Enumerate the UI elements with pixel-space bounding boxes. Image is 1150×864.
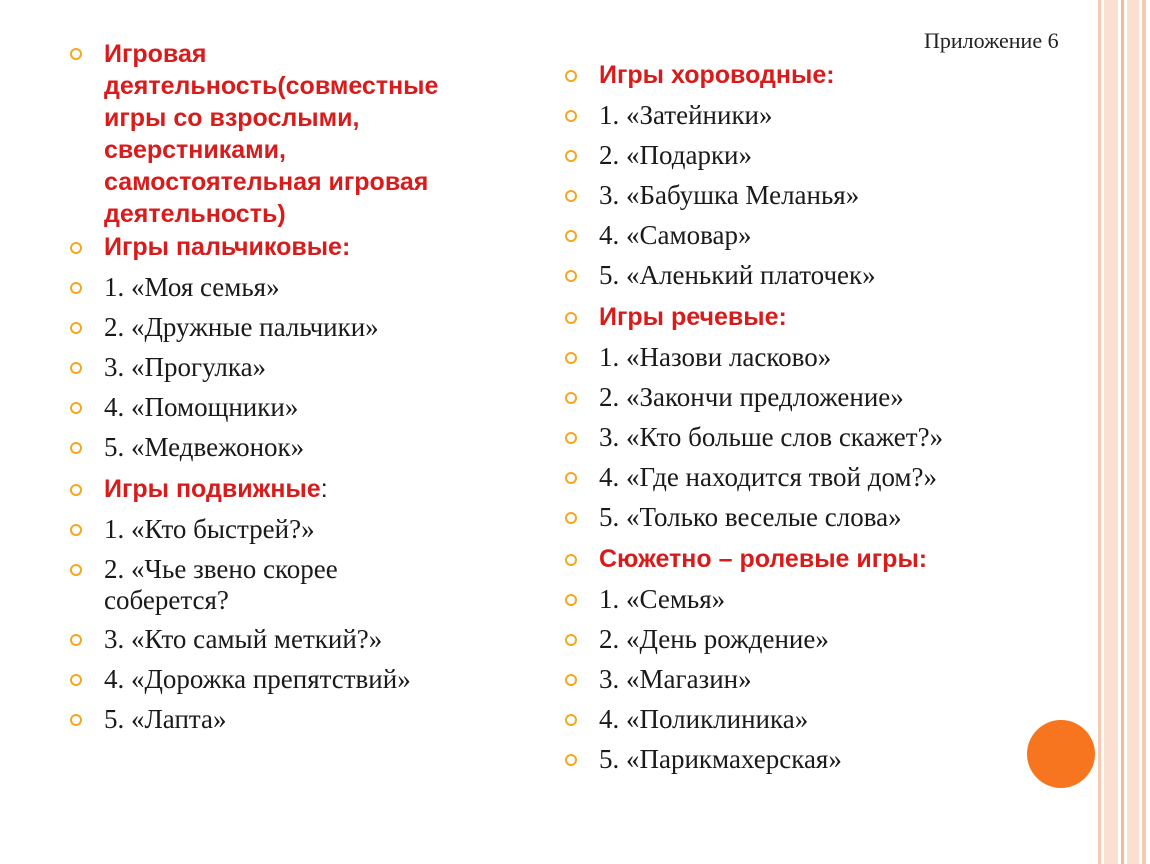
bullet-icon bbox=[565, 714, 577, 726]
bullet-icon bbox=[565, 392, 577, 404]
appendix-label: Приложение 6 bbox=[924, 28, 1059, 53]
bullet-icon bbox=[70, 362, 82, 374]
finger-games-heading: Игры пальчиковые: bbox=[70, 232, 350, 263]
list-item: 1. «Моя семья» bbox=[70, 272, 280, 303]
list-item: 4. «Дорожка препятствий» bbox=[70, 664, 411, 695]
bullet-icon bbox=[565, 190, 577, 202]
decor-stripe bbox=[1127, 0, 1139, 864]
bullet-icon bbox=[565, 472, 577, 484]
bullet-icon bbox=[70, 714, 82, 726]
list-item: 2. «Дружные пальчики» bbox=[70, 312, 379, 343]
list-item: 1. «Затейники» bbox=[565, 100, 773, 131]
bullet-icon bbox=[565, 432, 577, 444]
bullet-icon bbox=[70, 442, 82, 454]
list-item: 2. «День рождение» bbox=[565, 624, 829, 655]
bullet-icon bbox=[70, 524, 82, 536]
bullet-icon bbox=[70, 634, 82, 646]
bullet-icon bbox=[70, 48, 82, 60]
bullet-icon bbox=[565, 352, 577, 364]
accent-circle bbox=[1027, 720, 1095, 788]
bullet-icon bbox=[70, 322, 82, 334]
decor-stripe bbox=[1104, 0, 1118, 864]
round-dance-games-heading: Игры хороводные: bbox=[565, 60, 835, 91]
bullet-icon bbox=[565, 312, 577, 324]
role-games-heading: Сюжетно – ролевые игры: bbox=[565, 544, 927, 575]
bullet-icon bbox=[565, 634, 577, 646]
decor-stripe bbox=[1121, 0, 1124, 864]
list-item: 5. «Парикмахерская» bbox=[565, 744, 842, 775]
bullet-icon bbox=[565, 674, 577, 686]
list-item: 5. «Только веселые слова» bbox=[565, 502, 902, 533]
bullet-icon bbox=[70, 674, 82, 686]
bullet-icon bbox=[565, 70, 577, 82]
decor-stripe bbox=[1142, 0, 1146, 864]
list-item: 4. «Помощники» bbox=[70, 392, 298, 423]
list-item: 1. «Назови ласково» bbox=[565, 342, 831, 373]
list-item: 3. «Кто больше слов скажет?» bbox=[565, 422, 943, 453]
list-item: 2. «Закончи предложение» bbox=[565, 382, 904, 413]
speech-games-heading: Игры речевые: bbox=[565, 302, 787, 333]
list-item: 1. «Семья» bbox=[565, 584, 725, 615]
list-item: 1. «Кто быстрей?» bbox=[70, 514, 315, 545]
list-item: 3. «Прогулка» bbox=[70, 352, 266, 383]
list-item: 4. «Поликлиника» bbox=[565, 704, 808, 735]
intro-heading: Игровая деятельность(совместные игры со взрослыми, сверстниками, самостоятельная игровая деятельность) bbox=[70, 38, 504, 230]
list-item: 5. «Лапта» bbox=[70, 704, 227, 735]
bullet-icon bbox=[70, 484, 82, 496]
bullet-icon bbox=[565, 150, 577, 162]
active-games-heading: Игры подвижные: bbox=[70, 474, 328, 505]
list-item: 3. «Бабушка Меланья» bbox=[565, 180, 859, 211]
bullet-icon bbox=[565, 110, 577, 122]
list-item: 4. «Самовар» bbox=[565, 220, 751, 251]
list-item: 2. «Чье звено скорее соберется? bbox=[70, 554, 404, 616]
bullet-icon bbox=[565, 594, 577, 606]
list-item: 3. «Магазин» bbox=[565, 664, 752, 695]
bullet-icon bbox=[70, 402, 82, 414]
list-item: 4. «Где находится твой дом?» bbox=[565, 462, 937, 493]
bullet-icon bbox=[70, 282, 82, 294]
bullet-icon bbox=[70, 242, 82, 254]
bullet-icon bbox=[565, 230, 577, 242]
bullet-icon bbox=[565, 754, 577, 766]
list-item: 2. «Подарки» bbox=[565, 140, 752, 171]
bullet-icon bbox=[565, 512, 577, 524]
bullet-icon bbox=[565, 270, 577, 282]
decor-stripe bbox=[1098, 0, 1101, 864]
bullet-icon bbox=[70, 564, 82, 576]
list-item: 5. «Медвежонок» bbox=[70, 432, 304, 463]
list-item: 3. «Кто самый меткий?» bbox=[70, 624, 382, 655]
bullet-icon bbox=[565, 554, 577, 566]
list-item: 5. «Аленький платочек» bbox=[565, 260, 876, 291]
